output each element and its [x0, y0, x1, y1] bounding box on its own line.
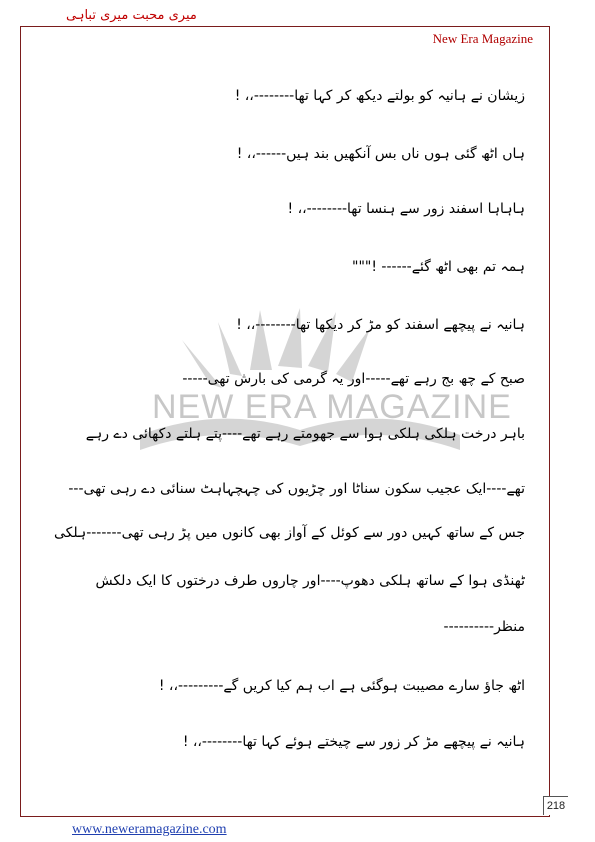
- text-line: جس کے ساتھ کہیں دور سے کوئل کے آواز بھی کانوں میں پڑ رہی تھی-------ہلکی: [53, 525, 525, 541]
- website-link[interactable]: www.neweramagazine.com: [72, 822, 227, 837]
- text-line: ہاں اٹھ گئی ہوں ناں بس آنکھیں بند ہیں------،، !: [236, 146, 525, 162]
- text-line: ٹھنڈی ہوا کے ساتھ ہلکی دھوپ----اور چاروں طرف درختوں کا ایک دلکش: [95, 573, 525, 589]
- text-line: زیشان نے ہانیہ کو بولتے دیکھ کر کہا تھا--------،، !: [234, 88, 525, 104]
- text-line: ہمہ تم بھی اٹھ گئے------ !""": [352, 259, 525, 275]
- text-line: اٹھ جاؤ سارے مصیبت ہوگئی ہے اب ہم کیا کریں گے---------،، !: [158, 678, 525, 694]
- text-line: ہاہاہا اسفند زور سے ہنسا تھا--------،، !: [287, 201, 525, 217]
- page-number: 218: [543, 796, 568, 815]
- book-title: میری محبت میری تباہی: [66, 8, 197, 23]
- text-line: صبح کے چھ بج رہے تھے-----اور یہ گرمی کی بارش تھی-----: [182, 371, 525, 387]
- text-line: باہر درخت ہلکی ہلکی ہوا سے جھومتے رہے تھے----پتے ہلتے دکھائی دے رہے: [85, 426, 525, 442]
- text-line: منظر----------: [443, 619, 525, 635]
- text-line: ہانیہ نے پیچھے مڑ کر زور سے چیختے ہوئے کہا تھا--------،، !: [182, 734, 525, 750]
- text-line: ہانیہ نے پیچھے اسفند کو مڑ کر دیکھا تھا--------،، !: [236, 317, 525, 333]
- text-line: تھے----ایک عجیب سکون سناٹا اور چڑیوں کی چہچہاہٹ سنائی دے رہی تھی---: [68, 481, 525, 497]
- magazine-name: New Era Magazine: [432, 31, 533, 46]
- watermark-text: NEW ERA MAGAZINE: [152, 388, 512, 426]
